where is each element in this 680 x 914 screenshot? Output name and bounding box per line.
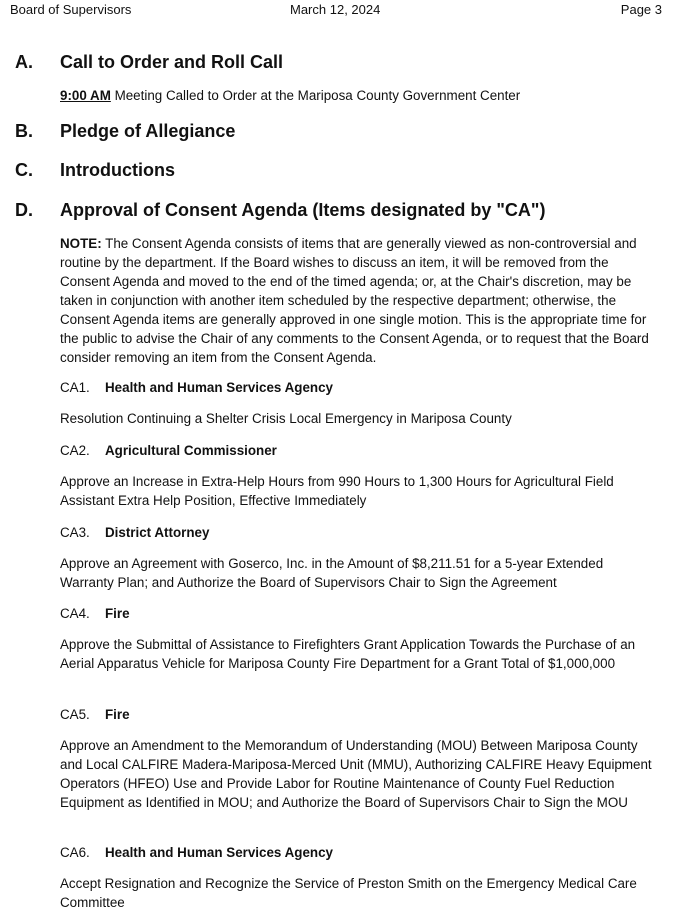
header-board-name: Board of Supervisors xyxy=(10,2,132,17)
section-d-title: Approval of Consent Agenda (Items designated by "CA") xyxy=(60,200,546,220)
consent-item-number: CA2. xyxy=(60,443,90,458)
consent-item-description: Approve an Agreement with Goserco, Inc. in the Amount of $8,211.51 for a 5-year Extended Warranty Plan; and Authorize the Board of Supervisors Chair to Sign the Agreement xyxy=(60,556,604,590)
consent-item-number: CA3. xyxy=(60,525,90,540)
consent-item-department: Fire xyxy=(105,606,130,621)
consent-item-description: Approve the Submittal of Assistance to Firefighters Grant Application Towards the Purchase of an Aerial Apparatus Vehicle for Mariposa County Fire Department for a Grant Total of $1,000,000 xyxy=(60,637,636,671)
consent-item-heading xyxy=(60,707,130,722)
consent-item-department: Agricultural Commissioner xyxy=(105,443,277,458)
section-a-title: Call to Order and Roll Call xyxy=(60,52,284,72)
section-a-letter: A. xyxy=(15,52,33,72)
consent-item-department: Fire xyxy=(105,707,130,722)
consent-item-heading xyxy=(60,525,209,540)
consent-item-description: Approve an Increase in Extra-Help Hours from 990 Hours to 1,300 Hours for Agricultural Field Assistant Extra Help Position, Effective Immediately xyxy=(60,474,614,508)
section-d-letter: D. xyxy=(15,200,33,220)
consent-item-description: Approve an Amendment to the Memorandum of Understanding (MOU) Between Mariposa County and Local CALFIRE Madera-Mariposa-Merced Unit (MMU), Authorizing CALFIRE Heavy Equipment Operators (HFEO) Use and Provide Labor for Routine Maintenance of County Fuel Reduction Equipment as Identified in MOU; and Authorize the Board of Supervisors Chair to Sign the MOU xyxy=(60,738,652,810)
section-b-letter: B. xyxy=(15,121,33,141)
note-label: NOTE: xyxy=(60,236,102,251)
consent-item-description: Resolution Continuing a Shelter Crisis Local Emergency in Mariposa County xyxy=(60,411,512,426)
page-header xyxy=(0,2,680,20)
consent-item-department: Health and Human Services Agency xyxy=(105,380,333,395)
section-a-body xyxy=(60,86,660,105)
meeting-time: 9:00 AM xyxy=(60,88,111,103)
consent-item-description: Accept Resignation and Recognize the Service of Preston Smith on the Emergency Medical Care Committee xyxy=(60,876,637,910)
meeting-text: Meeting Called to Order at the Mariposa County Government Center xyxy=(110,88,521,103)
consent-agenda-note xyxy=(60,234,660,367)
consent-item-department: Health and Human Services Agency xyxy=(105,845,333,860)
header-date: March 12, 2024 xyxy=(290,2,381,17)
consent-item-number: CA4. xyxy=(60,606,90,621)
section-b-title: Pledge of Allegiance xyxy=(60,121,236,141)
consent-item-number: CA6. xyxy=(60,845,90,860)
consent-item-department: District Attorney xyxy=(105,525,210,540)
consent-item-heading xyxy=(60,845,333,860)
consent-item-heading xyxy=(60,606,130,621)
consent-item-heading xyxy=(60,443,277,458)
consent-item-number: CA1. xyxy=(60,380,90,395)
note-text: The Consent Agenda consists of items that are generally viewed as non-controversial and routine by the department. If the Board wishes to discuss an item, it will be removed from the Consent Agenda and moved to the end of the timed agenda; or, at the Chair's discretion, may be taken in conjunction with another item scheduled by the respective department; otherwise, the Consent Agenda items are generally approved in one single motion. This is the appropriate time for the public to advise the Chair of any comments to the Consent Agenda, or to request that the Board consider removing an item from the Consent Agenda. xyxy=(60,236,649,365)
header-page-number: Page 3 xyxy=(620,2,662,17)
section-c-title: Introductions xyxy=(60,160,175,180)
section-c-letter: C. xyxy=(15,160,33,180)
consent-item-heading xyxy=(60,380,333,395)
consent-item-number: CA5. xyxy=(60,707,90,722)
